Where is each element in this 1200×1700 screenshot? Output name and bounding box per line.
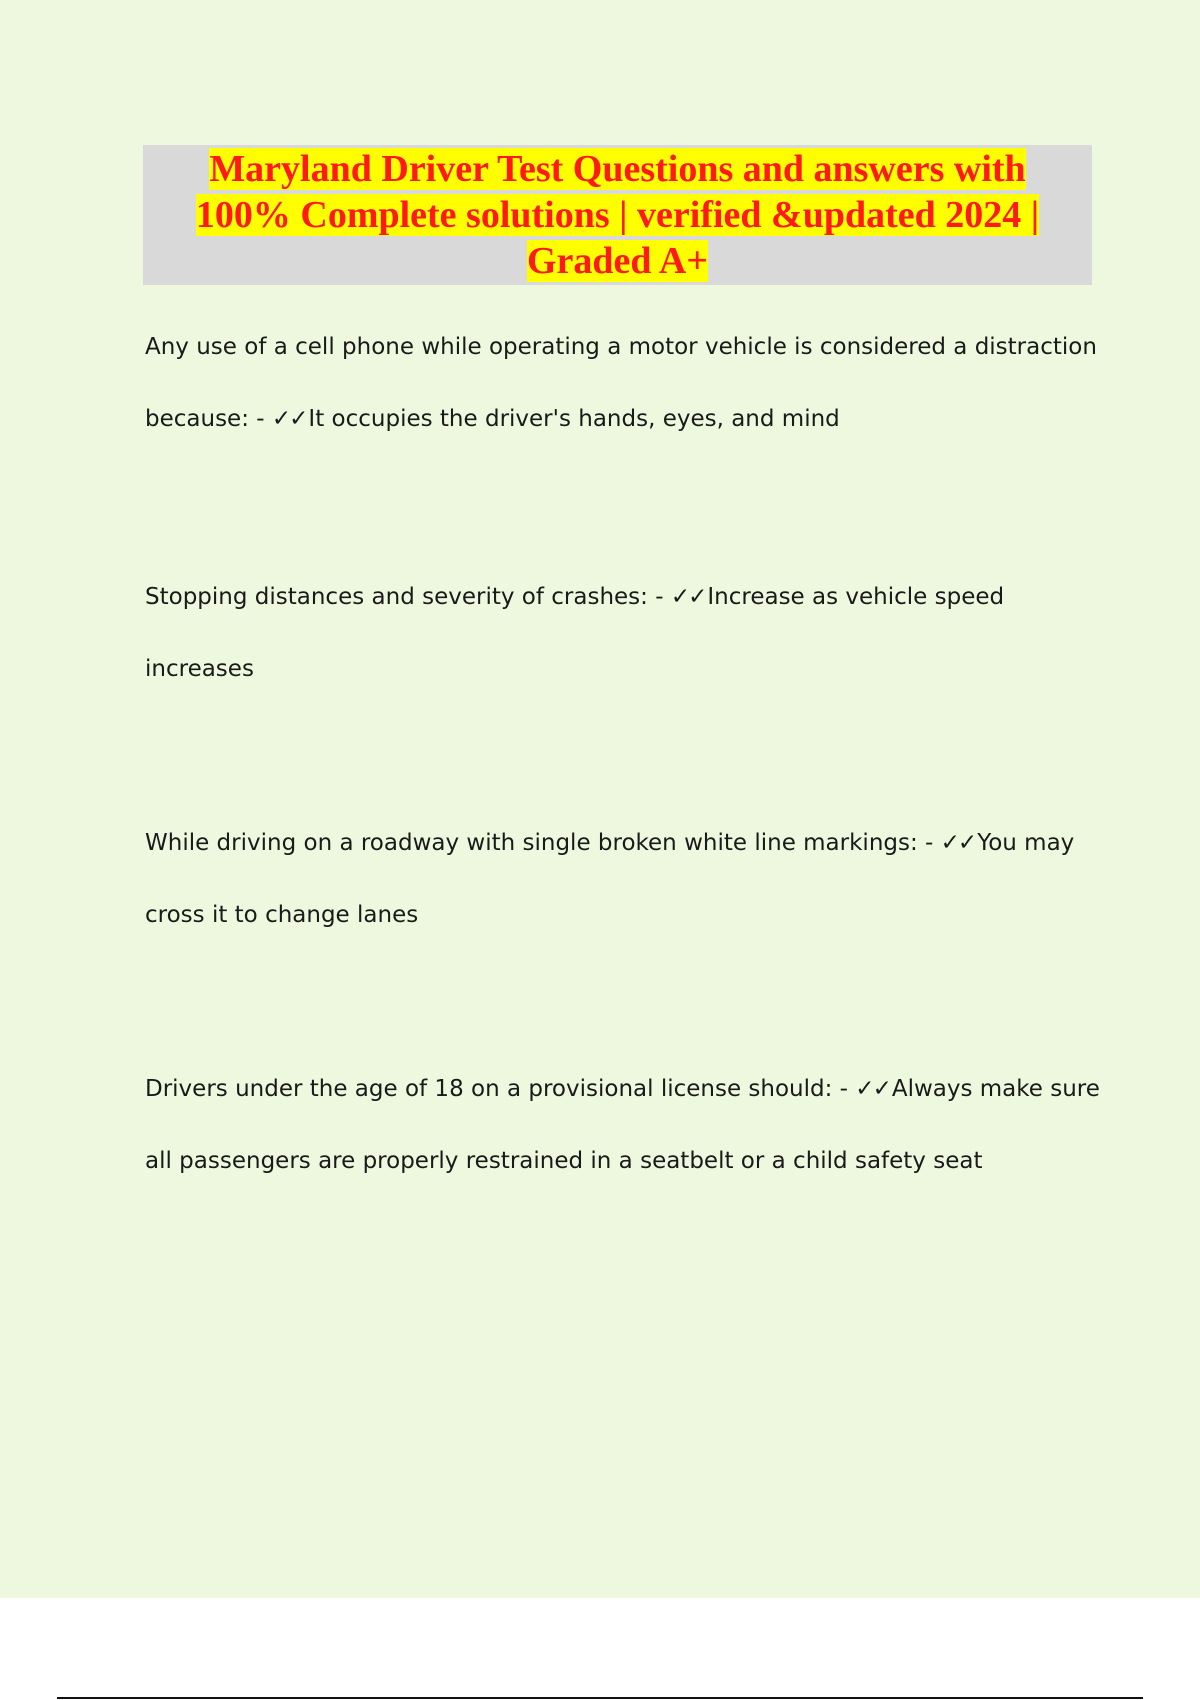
- check-icon: ✓✓: [271, 406, 307, 432]
- question-text: Any use of a cell phone while operating a motor vehicle is considered a distraction because: -: [145, 334, 1097, 432]
- answer-text: Increase as vehicle speed increases: [145, 584, 1005, 682]
- title-line-2: 100% Complete solutions | verified &updated 2024 |: [195, 194, 1040, 236]
- qa-item-1: [145, 311, 1105, 455]
- document-title: [143, 145, 1092, 285]
- check-icon: ✓✓: [940, 830, 976, 856]
- qa-item-4: [145, 1053, 1105, 1197]
- answer-text: You may cross it to change lanes: [145, 830, 1075, 928]
- title-line-1: Maryland Driver Test Questions and answers with: [209, 148, 1026, 190]
- title-line-3: Graded A+: [526, 240, 709, 282]
- answer-text: Always make sure all passengers are properly restrained in a seatbelt or a child safety seat: [145, 1076, 1100, 1174]
- check-icon: ✓✓: [855, 1076, 890, 1102]
- qa-item-2: [145, 561, 1105, 705]
- qa-item-3: [145, 807, 1105, 951]
- answer-text: It occupies the driver's hands, eyes, and mind: [308, 406, 840, 432]
- question-text: Drivers under the age of 18 on a provisional license should: -: [145, 1076, 856, 1102]
- check-icon: ✓✓: [670, 584, 706, 610]
- question-text: While driving on a roadway with single broken white line markings: -: [145, 830, 941, 856]
- question-text: Stopping distances and severity of crashes: -: [145, 584, 671, 610]
- footer-divider: [57, 1697, 1143, 1699]
